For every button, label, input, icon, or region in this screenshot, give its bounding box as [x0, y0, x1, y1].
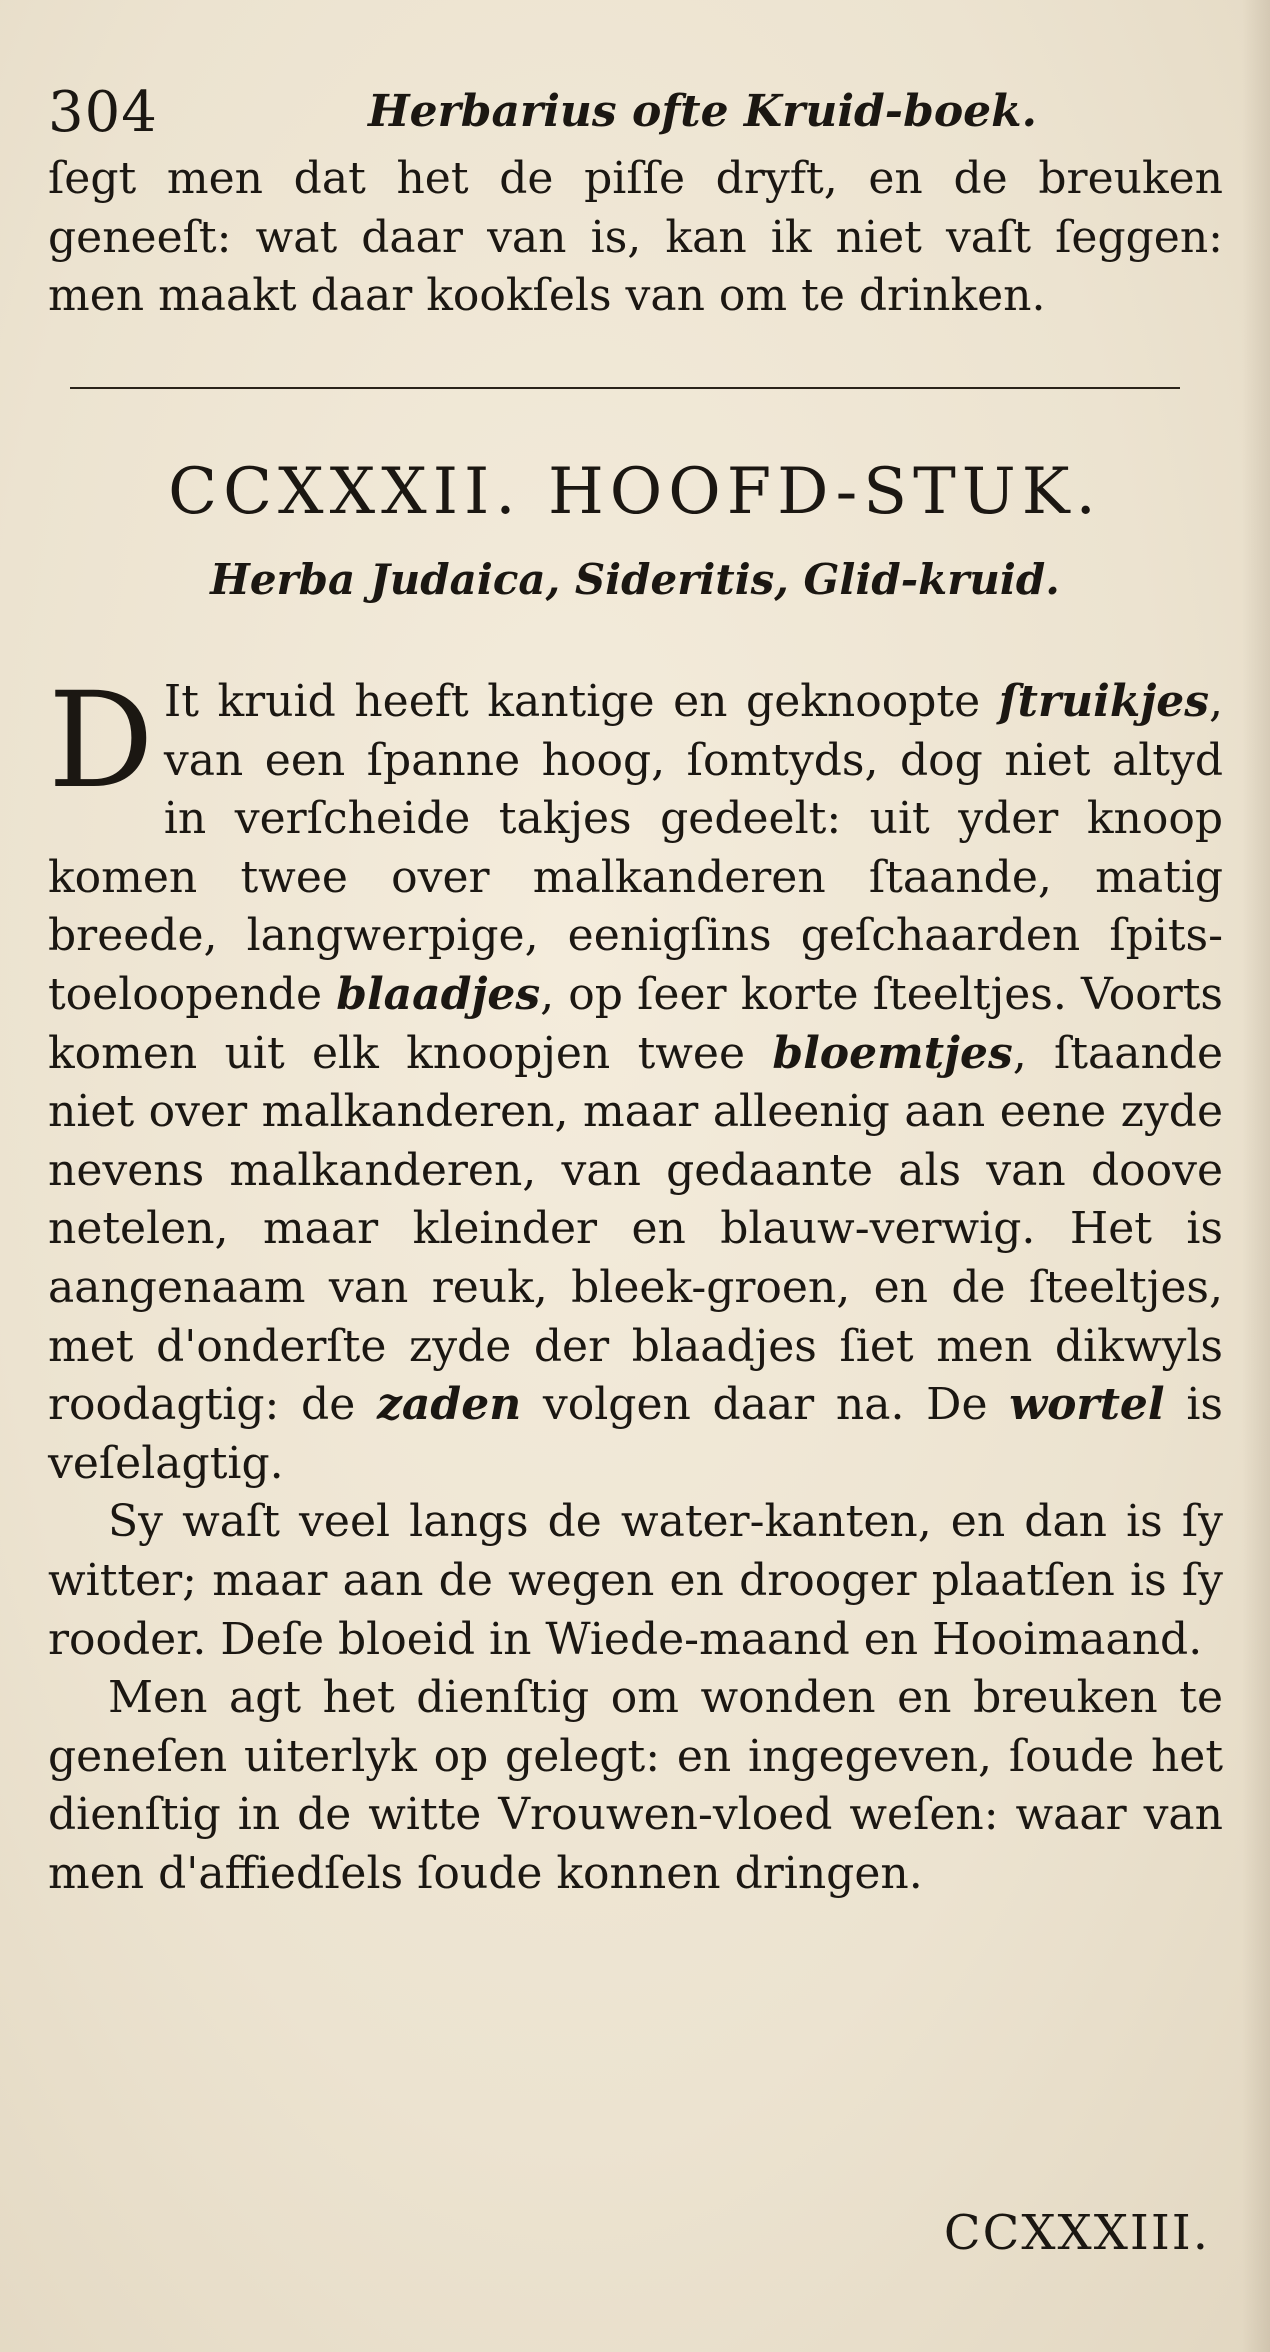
- paragraph-habitat: Sy waſt veel langs de water-kanten, en dan is ſy witter; maar aan de wegen en drooger plaatſen is ſy rooder. Deſe bloeid in Wiede-maand en Hooimaand.: [48, 1496, 1223, 1665]
- description-text-6: is veſelagtig.: [48, 1379, 1224, 1489]
- running-title: Herbarius ofte Kruid-boek.: [368, 86, 1037, 137]
- term-zaden: zaden: [376, 1379, 522, 1431]
- term-wortel: wortel: [1009, 1379, 1165, 1431]
- page-gutter-shadow: [1242, 0, 1270, 2352]
- description-text-1: It kruid heeft kantige en geknoopte: [163, 676, 999, 727]
- paragraph-uses: Men agt het dienſtig om wonden en breuken te geneſen uiterlyk op gelegt: en ingegeven, ſoude het dienſtig in de witte Vrouwen-vloed weſen: waar van men d'affiedſels ſoude konnen dringen.: [48, 1672, 1223, 1899]
- description-text-3: , op ſeer korte ſteeltjes. Voorts komen uit elk knoopjen twee: [48, 968, 1224, 1079]
- description-text-5: volgen daar na. De: [521, 1379, 1010, 1431]
- chapter-body: [48, 664, 1224, 1903]
- continuation-text-block: [48, 150, 1223, 326]
- section-divider-rule: [70, 387, 1180, 389]
- catchword: CCXXXIII.: [943, 2205, 1210, 2261]
- term-blaadjes: blaadjes: [336, 968, 541, 1020]
- term-bloemtjes: bloemtjes: [772, 1027, 1013, 1079]
- description-text-2: , van een ſpanne hoog, ſomtyds, dog niet altyd in verſcheide takjes gedeelt: uit yder knoop komen twee over malkanderen ſtaande, matig breede, langwerpige, eenigſins geſchaarden ſpits-toeloopende: [48, 676, 1223, 1020]
- continuation-paragraph: ſegt men dat het de piſſe dryft, en de breuken geneeſt: wat daar van is, kan ik niet vaſt ſeggen: men maakt daar kookſels van om te drinken.: [48, 153, 1223, 322]
- paragraph-description: [48, 664, 1224, 1493]
- term-struikjes: ſtruikjes: [998, 676, 1209, 727]
- drop-cap: D: [48, 664, 154, 818]
- chapter-subtitle: Herba Judaica, Sideritis, Glid-kruid.: [210, 555, 1060, 604]
- page-header: [48, 80, 1228, 160]
- page-number: 304: [48, 80, 158, 145]
- chapter-title: CCXXXII. HOOFD-STUK.: [168, 455, 1102, 529]
- description-text-4: , ſtaande niet over malkanderen, maar alleenig aan eene zyde nevens malkanderen, van gedaante als van doove netelen, maar kleinder en blauw-verwig. Het is aangenaam van reuk, bleek-groen, en de ſteeltjes, met d'onderſte zyde der blaadjes ſiet men dikwyls roodagtig: de: [48, 1027, 1224, 1431]
